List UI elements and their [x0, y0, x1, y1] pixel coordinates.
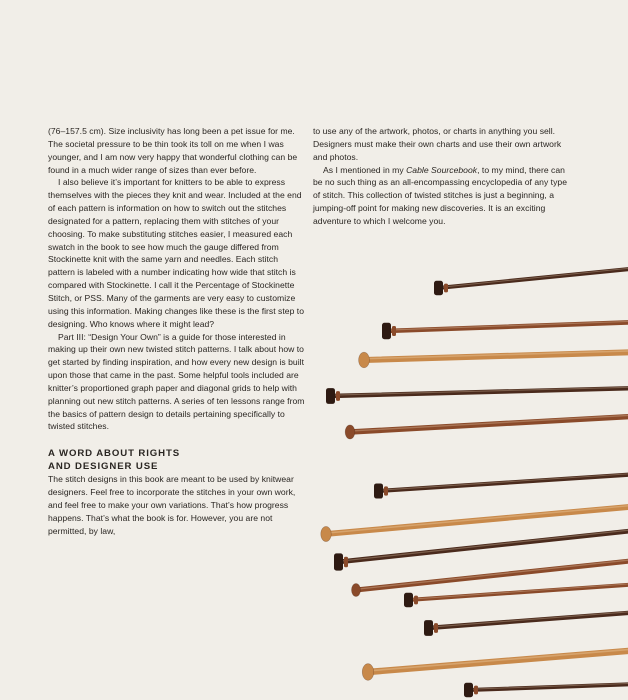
section-heading-rights	[48, 448, 306, 473]
needle-knob	[326, 388, 335, 404]
needle-shaft	[350, 416, 628, 432]
knitting-needle	[321, 505, 628, 542]
needle-highlight	[342, 529, 628, 561]
needle-knob	[464, 683, 473, 697]
needle-knob	[321, 526, 331, 541]
needle-shaft	[364, 352, 628, 360]
needle-highlight	[330, 505, 628, 533]
needle-shaft	[438, 268, 628, 288]
needle-shaft	[468, 684, 628, 690]
needle-knob	[404, 593, 413, 607]
needle-knob	[434, 281, 443, 295]
needle-shaft	[338, 530, 628, 562]
needle-shaft	[428, 612, 628, 628]
paragraph-design-your-own: Part III: “Design Your Own” is a guide for those interested in making up their own new twisted stitch patterns. I talk about how to get started by finding inspiration, and how every new design is built upon those that came in the past. Some helpful tools included are knitter’s proportioned graph paper and diagonal grids to help with planning out new stitch patterns. A series of ten lessons range from the basics of pattern design to details pertaining specifically to twisted stitches.	[48, 331, 305, 432]
needle-knob-collar	[444, 284, 448, 293]
needle-highlight	[472, 683, 628, 689]
needle-highlight	[382, 473, 628, 490]
needle-knob-collar	[474, 686, 478, 695]
heading-line-1: A WORD ABOUT RIGHTS	[48, 448, 181, 460]
needle-highlight	[368, 351, 628, 359]
needle-highlight	[412, 583, 628, 599]
needle-knob	[382, 323, 391, 340]
paragraph-artwork-rights: to use any of the artwork, photos, or charts in anything you sell. Designers must make their own charts and use their own artwork and photos.	[313, 126, 562, 162]
needle-knob-collar	[392, 326, 396, 336]
needle-group	[321, 267, 628, 697]
needle-knob	[334, 553, 343, 570]
needle-knob-collar	[434, 623, 438, 633]
needle-knob	[424, 620, 433, 636]
needle-knob-collar	[414, 596, 418, 605]
right-text-column	[313, 125, 571, 228]
needle-shaft	[368, 650, 628, 672]
needle-knob	[374, 483, 383, 498]
needle-shaft	[386, 322, 628, 331]
knitting-needle	[352, 559, 628, 597]
needle-knob	[352, 584, 361, 597]
needle-shaft	[378, 474, 628, 491]
knitting-needle	[362, 649, 628, 681]
knitting-needle	[424, 611, 628, 636]
knitting-needle	[334, 529, 628, 571]
knitting-needle	[434, 267, 628, 295]
knitting-needle	[326, 387, 628, 404]
needle-highlight	[390, 321, 628, 330]
needle-shaft	[408, 584, 628, 600]
needle-highlight	[432, 611, 628, 627]
needle-knob	[345, 425, 355, 439]
needle-knob-collar	[344, 557, 348, 568]
paragraph-sourcebook	[313, 164, 571, 228]
paragraph-self-expression: I also believe it’s important for knitters to be able to express themselves with the pieces they knit and wear. Included at the end of each pattern is information on how to switch out the stitches designated for a pattern, replacing them with stitches of your choosing. To make substituting stitches easier, I measured each swatch in the book to see how much the gauge differed from Stockinette knit with the same yarn and needles. Each stitch pattern is labeled with a number indicating how wide that stitch is compared with Stockinette. I call it the Percentage of Stockinette Stitch, or PSS. Many of the garments are very easy to customize using this information. Making changes like these is the first step to designing. Who knows where it might lead?	[48, 177, 304, 329]
paragraph-designer-use: The stitch designs in this book are meant to be used by knitwear designers. Feel free to incorporate the stitches in your own work, and feel free to make your own variations. That’s how progress happens. That’s what the book is for. However, you are not permitted, by law,	[48, 474, 296, 536]
knitting-needle	[464, 683, 628, 697]
needle-shaft	[356, 560, 628, 590]
left-text-column	[48, 125, 306, 537]
knitting-needle	[374, 473, 628, 498]
knitting-needle	[404, 583, 628, 607]
paragraph-size-inclusivity: (76–157.5 cm). Size inclusivity has long been a pet issue for me. The societal pressure to be thin took its toll on me when I was younger, and I am now very happy that wonderful clothing can be found in a much wider range of sizes than ever before.	[48, 126, 298, 175]
knitting-needle	[382, 321, 628, 339]
needle-shaft	[326, 506, 628, 534]
needle-knob	[362, 664, 374, 681]
needle-knob-collar	[384, 486, 388, 495]
heading-line-2: AND DESIGNER USE	[48, 460, 159, 472]
needle-highlight	[442, 267, 628, 287]
needle-knob	[359, 352, 370, 368]
book-title-cable-sourcebook: Cable Sourcebook	[406, 164, 478, 175]
needle-highlight	[334, 387, 628, 395]
sourcebook-text-before: As I mentioned in my	[323, 164, 407, 175]
needle-highlight	[372, 649, 628, 671]
sourcebook-text-after: , to my mind, there can be no such thing as an all-encompassing encyclopedia of any type of stitch. This collection of twisted stitches is just a beginning, a jumping-off point for making new discoveries. It is an exciting adventure to which I welcome you.	[313, 164, 568, 226]
needle-shaft	[330, 388, 628, 396]
needle-highlight	[354, 415, 628, 431]
needle-highlight	[360, 559, 628, 589]
knitting-needle	[359, 351, 628, 368]
needle-knob-collar	[336, 391, 340, 401]
knitting-needle	[345, 415, 628, 439]
